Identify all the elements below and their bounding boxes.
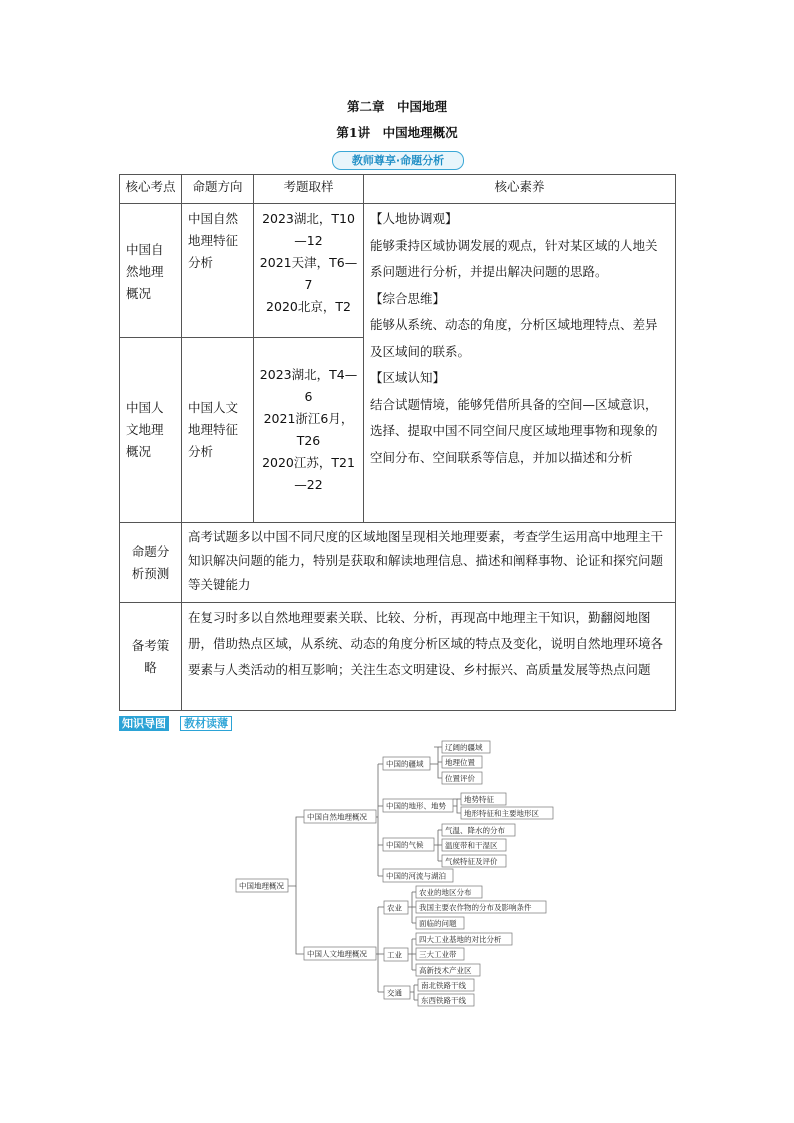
mindmap-leaf-label: 南北铁路干线 bbox=[421, 981, 466, 990]
lecture-title: 第1讲 中国地理概况 bbox=[336, 125, 458, 140]
strategy-label: 备考策略 bbox=[120, 603, 182, 711]
strategy-text: 在复习时多以自然地理要素关联、比较、分析，再现高中地理主干知识，勤翻阅地图册，借助热点区域，从系统、动态的角度分析区域的特点及变化，说明自然地理环境各要素与人类活动的相互影响；关注生态文明建设、乡村振兴、高质量发展等热点问题 bbox=[182, 603, 676, 711]
mindmap-node-label: 中国人文地理概况 bbox=[307, 949, 367, 959]
mindmap-node-label: 交通 bbox=[387, 988, 402, 998]
sample-item: 2021天津，T6—7 bbox=[259, 255, 358, 292]
mindmap-node-label: 农业 bbox=[387, 903, 402, 913]
mindmap-leaf bbox=[416, 948, 464, 960]
literacy-cell bbox=[364, 204, 676, 523]
mindmap-leaf-label: 地理位置 bbox=[445, 758, 475, 767]
sample-item: 2021浙江6月，T26 bbox=[263, 411, 354, 448]
mindmap-leaf bbox=[416, 964, 480, 976]
table-row bbox=[120, 603, 676, 711]
mindmap-leaf-label: 地形特征和主要地形区 bbox=[464, 809, 539, 818]
direction-cell: 中国自然地理特征分析 bbox=[182, 204, 254, 338]
mindmap-leaf bbox=[442, 855, 506, 867]
header-core-point: 核心考点 bbox=[120, 175, 182, 204]
sample-item: 2023湖北，T4—6 bbox=[259, 367, 358, 404]
table-row bbox=[120, 523, 676, 603]
header-literacy: 核心素养 bbox=[364, 175, 676, 204]
literacy-title: 【区域认知】 bbox=[370, 370, 446, 385]
forecast-label: 命题分析预测 bbox=[120, 523, 182, 603]
samples-cell bbox=[254, 338, 364, 523]
mindmap-leaf-label: 东西铁路干线 bbox=[421, 996, 466, 1005]
direction-cell: 中国人文地理特征分析 bbox=[182, 338, 254, 523]
mindmap-node bbox=[384, 986, 410, 999]
mindmap-leaf bbox=[416, 933, 512, 945]
mindmap-leaf bbox=[418, 994, 474, 1006]
header-direction: 命题方向 bbox=[182, 175, 254, 204]
mindmap-leaf bbox=[418, 979, 474, 991]
mindmap-node-label: 工业 bbox=[387, 950, 402, 960]
mindmap-leaf bbox=[442, 741, 490, 753]
mindmap-leaf-label: 高新技术产业区 bbox=[419, 966, 472, 975]
mindmap-node-label: 中国的疆域 bbox=[386, 759, 424, 769]
mindmap-leaf-label: 辽阔的疆域 bbox=[445, 743, 483, 752]
mindmap-leaf bbox=[442, 772, 482, 784]
mindmap-leaf bbox=[442, 839, 506, 851]
core-point-cell: 中国自然地理概况 bbox=[120, 204, 182, 338]
knowledge-mind-map bbox=[228, 735, 568, 1010]
mindmap-leaf-label: 气温、降水的分布 bbox=[445, 826, 505, 835]
samples-cell bbox=[254, 204, 364, 338]
table-row bbox=[120, 204, 676, 338]
mindmap-leaf bbox=[461, 807, 553, 819]
table-header-row bbox=[120, 175, 676, 204]
mindmap-leaf-label: 我国主要农作物的分布及影响条件 bbox=[419, 903, 532, 912]
literacy-title: 【综合思维】 bbox=[370, 290, 446, 306]
sample-item: 2020江苏，T21—22 bbox=[262, 455, 355, 492]
mindmap-node-label: 中国自然地理概况 bbox=[307, 812, 367, 822]
header-samples: 考题取样 bbox=[254, 175, 364, 204]
sample-item: 2023湖北，T10—12 bbox=[262, 211, 355, 248]
core-point-cell: 中国人文地理概况 bbox=[120, 338, 182, 523]
mindmap-leaf bbox=[442, 756, 482, 768]
mindmap-node-label: 中国的地形、地势 bbox=[386, 801, 446, 811]
teacher-analysis-badge: 教师尊享·命题分析 bbox=[332, 151, 464, 170]
mindmap-node bbox=[383, 869, 453, 882]
mindmap-root bbox=[236, 879, 288, 892]
sample-item: 2020北京，T2 bbox=[266, 299, 351, 314]
mindmap-leaf-label: 地势特征 bbox=[464, 795, 494, 804]
mindmap-leaf-label: 面临的问题 bbox=[419, 919, 457, 928]
mindmap-node bbox=[304, 947, 376, 960]
mindmap-leaf-label: 温度带和干湿区 bbox=[445, 841, 498, 850]
mindmap-leaf bbox=[416, 917, 464, 929]
literacy-title: 【人地协调观】 bbox=[370, 211, 458, 226]
mindmap-node bbox=[383, 838, 434, 851]
textbook-tag: 教材读薄 bbox=[180, 716, 232, 731]
exam-analysis-table bbox=[119, 174, 676, 711]
mindmap-node-label: 中国的河流与湖泊 bbox=[386, 871, 446, 881]
knowledge-map-tag: 知识导图 bbox=[119, 716, 169, 731]
literacy-text: 能够从系统、动态的角度，分析区域地理特点、差异及区域间的联系。 bbox=[370, 317, 658, 359]
mindmap-node bbox=[383, 757, 430, 770]
mindmap-leaf bbox=[442, 824, 515, 836]
literacy-text: 结合试题情境，能够凭借所具备的空间—区域意识，选择、提取中国不同空间尺度区域地理事物和现象的空间分布、空间联系等信息，并加以描述和分析 bbox=[370, 396, 658, 465]
mindmap-node bbox=[383, 799, 453, 812]
mindmap-leaf-label: 四大工业基地的对比分析 bbox=[419, 935, 502, 944]
mindmap-leaf bbox=[461, 793, 506, 805]
mindmap-leaf-label: 气候特征及评价 bbox=[445, 857, 498, 866]
mindmap-node bbox=[384, 901, 408, 914]
mindmap-node bbox=[384, 948, 408, 961]
mindmap-root-label: 中国地理概况 bbox=[239, 881, 284, 891]
mindmap-leaf bbox=[416, 886, 482, 898]
forecast-text: 高考试题多以中国不同尺度的区域地图呈现相关地理要素，考查学生运用高中地理主干知识解决问题的能力，特别是获取和解读地理信息、描述和阐释事物、论证和探究问题等关键能力 bbox=[182, 523, 676, 603]
mindmap-leaf bbox=[416, 901, 546, 913]
mindmap-node bbox=[304, 810, 376, 823]
mindmap-node-label: 中国的气候 bbox=[386, 840, 424, 850]
mindmap-leaf-label: 三大工业带 bbox=[419, 950, 457, 959]
mindmap-leaf-label: 位置评价 bbox=[445, 774, 475, 783]
mindmap-leaf-label: 农业的地区分布 bbox=[419, 888, 472, 897]
chapter-title: 第二章 中国地理 bbox=[346, 99, 447, 114]
literacy-text: 能够秉持区域协调发展的观点，针对某区域的人地关系问题进行分析，并提出解决问题的思路。 bbox=[370, 237, 658, 279]
